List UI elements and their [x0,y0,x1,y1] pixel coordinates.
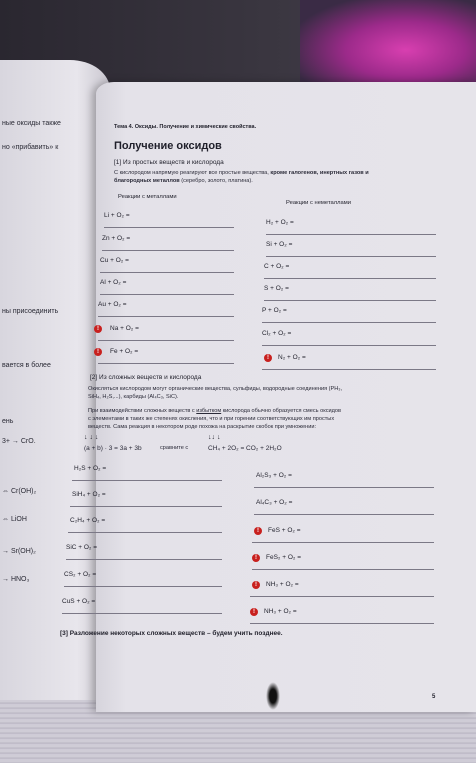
complex-reaction: NH₃ + O₂ = [264,608,297,615]
complex-reaction: CS₂ + O₂ = [64,571,97,578]
example-reaction: CH₄ + 2O₂ = CO₂ + 2H₂O [208,445,282,452]
answer-line[interactable] [98,340,234,341]
warning-icon: ! [94,348,102,356]
warning-icon: ! [252,581,260,589]
answer-line[interactable] [266,256,436,257]
answer-line[interactable] [250,596,434,597]
metal-reaction: Na + O₂ = [110,325,139,332]
complex-reaction: Al₄C₃ + O₂ = [256,499,293,506]
nonmetals-column-heading: Реакции с неметаллами [286,200,351,206]
section-2-paragraph-1: SiH₄, H₂S,...), карбиды (Al₄C₃, SiC). [88,394,179,400]
answer-line[interactable] [254,487,434,488]
left-page [0,60,110,750]
answer-line[interactable] [66,559,222,560]
page-title: Получение оксидов [114,140,222,152]
section-2-heading: [2] Из сложных веществ и кислорода [90,374,202,381]
complex-reaction: FeS₂ + O₂ = [266,554,302,561]
left-page-text: ные оксиды также [2,120,61,127]
answer-line[interactable] [250,623,434,624]
arrow-marks-icon: ↓↓ ↓ [208,434,221,441]
nonmetal-reaction: Cl₂ + O₂ = [262,330,292,337]
left-page-text: ⇔ Cr(OH)₂ [2,488,37,495]
complex-reaction: C₂H₄ + O₂ = [70,517,106,524]
metals-column-heading: Реакции с металлами [118,194,177,200]
answer-line[interactable] [100,294,234,295]
section-1-intro-line-1: С кислородом напрямую реагируют все простые вещества, кроме галогенов, инертных газов и [114,170,369,176]
complex-reaction: NH₃ + O₂ = [266,581,299,588]
complex-reaction: SiC + O₂ = [66,544,98,551]
answer-line[interactable] [252,542,434,543]
complex-reaction: H₂S + O₂ = [74,465,107,472]
left-page-text: ень [2,418,14,425]
section-1-heading: [1] Из простых веществ и кислорода [114,159,224,166]
complex-reaction: Al₂S₃ + O₂ = [256,472,292,479]
nonmetal-reaction: C + O₂ = [264,263,290,270]
warning-icon: ! [94,325,102,333]
left-page-text: ны присоединить [2,308,59,315]
metal-reaction: Li + O₂ = [104,212,130,219]
section-2-paragraph-1: Окисляться кислородом могут органические вещества, сульфиды, водородные соединения (PH₃, [88,386,343,392]
section-2-paragraph-2: с элементами в таких же степенях окисления, что и при горении соответствующих им простых [88,416,335,422]
metal-reaction: Fe + O₂ = [110,348,139,355]
section-2-paragraph-2: веществ. Сама реакция в некотором роде похожа на раскрытие скобок при умножении: [88,424,316,430]
answer-line[interactable] [262,345,436,346]
topic-header: Тема 4. Оксиды. Получение и химические свойства. [114,124,257,130]
complex-reaction: FeS + O₂ = [268,527,301,534]
answer-line[interactable] [252,569,434,570]
metal-reaction: Cu + O₂ = [100,257,129,264]
compare-label: сравните с [160,445,189,451]
nonmetal-reaction: N₂ + O₂ = [278,354,306,361]
complex-reaction: SiH₄ + O₂ = [72,491,106,498]
left-page-text: → Sr(OH)₂ [2,548,36,555]
warning-icon: ! [264,354,272,362]
left-page-text: но «прибавить» к [2,144,59,151]
warning-icon: ! [254,527,262,535]
left-page-text: ⇔ LiOH [2,516,27,523]
nonmetal-reaction: Si + O₂ = [266,241,293,248]
metal-reaction: Au + O₂ = [98,301,127,308]
page-number: 5 [432,694,436,700]
left-page-text: вается в более [2,362,51,369]
answer-line[interactable] [264,300,436,301]
example-multiplication: (a + b) · 3 = 3a + 3b [84,445,142,452]
answer-line[interactable] [68,532,222,533]
answer-line[interactable] [62,613,222,614]
complex-reaction: CuS + O₂ = [62,598,96,605]
metal-reaction: Zn + O₂ = [102,235,131,242]
ink-mark [266,682,280,710]
left-page-text: 3+ → CrO. [2,438,36,445]
section-1-intro-line-2: благородных металлов (серебро, золото, платина). [114,178,253,184]
workbook-page [60,82,476,712]
answer-line[interactable] [266,234,436,235]
warning-icon: ! [250,608,258,616]
metal-reaction: Al + O₂ = [100,279,127,286]
nonmetal-reaction: S + O₂ = [264,285,289,292]
answer-line[interactable] [102,250,234,251]
answer-line[interactable] [104,227,234,228]
nonmetal-reaction: P + O₂ = [262,307,287,314]
answer-line[interactable] [262,369,436,370]
answer-line[interactable] [264,278,436,279]
answer-line[interactable] [100,272,234,273]
nonmetal-reaction: H₂ + O₂ = [266,219,294,226]
left-page-text: → HNO₃ [2,576,30,583]
answer-line[interactable] [72,480,222,481]
answer-line[interactable] [64,586,222,587]
answer-line[interactable] [70,506,222,507]
answer-line[interactable] [98,363,234,364]
warning-icon: ! [252,554,260,562]
answer-line[interactable] [254,514,434,515]
arrow-marks-icon: ↓ ↓ ↓ [84,434,99,441]
section-2-paragraph-2: При взаимодействии сложных веществ с избытком кислорода обычно образуется смесь оксидов [88,408,341,414]
answer-line[interactable] [98,316,234,317]
answer-line[interactable] [262,322,436,323]
section-3-heading: [3] Разложение некоторых сложных веществ – будем учить позднее. [60,630,283,637]
